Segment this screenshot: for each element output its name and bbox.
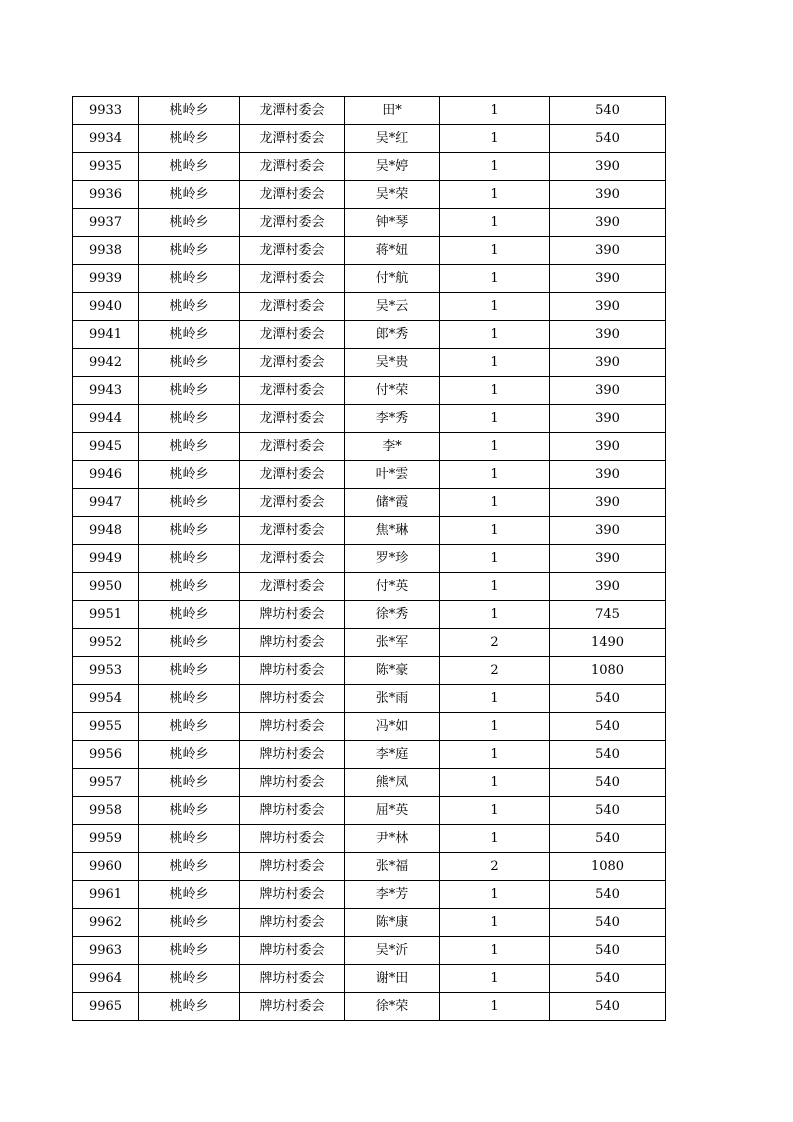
township-cell: 桃岭乡 [139,937,240,965]
row-number-cell: 9965 [73,993,139,1021]
township-cell: 桃岭乡 [139,601,240,629]
row-number-cell: 9934 [73,125,139,153]
name-cell: 陈*豪 [345,657,440,685]
name-cell: 田* [345,97,440,125]
name-cell: 付*航 [345,265,440,293]
table-row [73,377,666,405]
name-cell: 叶*雲 [345,461,440,489]
township-cell: 桃岭乡 [139,293,240,321]
row-number-cell: 9945 [73,433,139,461]
name-cell: 李*芳 [345,881,440,909]
amount-cell: 390 [550,489,666,517]
row-number-cell: 9960 [73,853,139,881]
table-row [73,209,666,237]
village-committee-cell: 龙潭村委会 [240,573,345,601]
township-cell: 桃岭乡 [139,769,240,797]
count-cell: 1 [440,573,550,601]
table-row [73,321,666,349]
township-cell: 桃岭乡 [139,545,240,573]
count-cell: 1 [440,461,550,489]
count-cell: 1 [440,265,550,293]
township-cell: 桃岭乡 [139,965,240,993]
village-committee-cell: 牌坊村委会 [240,629,345,657]
village-committee-cell: 龙潭村委会 [240,97,345,125]
township-cell: 桃岭乡 [139,853,240,881]
name-cell: 徐*荣 [345,993,440,1021]
count-cell: 1 [440,685,550,713]
table-row [73,657,666,685]
village-committee-cell: 龙潭村委会 [240,265,345,293]
row-number-cell: 9936 [73,181,139,209]
row-number-cell: 9957 [73,769,139,797]
row-number-cell: 9964 [73,965,139,993]
amount-cell: 1080 [550,657,666,685]
row-number-cell: 9933 [73,97,139,125]
village-committee-cell: 龙潭村委会 [240,209,345,237]
row-number-cell: 9942 [73,349,139,377]
village-committee-cell: 龙潭村委会 [240,461,345,489]
table-row [73,797,666,825]
name-cell: 吴*云 [345,293,440,321]
count-cell: 1 [440,125,550,153]
amount-cell: 540 [550,685,666,713]
table-row [73,741,666,769]
amount-cell: 390 [550,293,666,321]
table-row [73,713,666,741]
amount-cell: 1490 [550,629,666,657]
count-cell: 1 [440,601,550,629]
name-cell: 钟*琴 [345,209,440,237]
row-number-cell: 9935 [73,153,139,181]
name-cell: 张*雨 [345,685,440,713]
table-row [73,265,666,293]
village-committee-cell: 牌坊村委会 [240,825,345,853]
row-number-cell: 9953 [73,657,139,685]
township-cell: 桃岭乡 [139,125,240,153]
name-cell: 熊*凤 [345,769,440,797]
village-committee-cell: 龙潭村委会 [240,405,345,433]
village-committee-cell: 牌坊村委会 [240,685,345,713]
amount-cell: 390 [550,405,666,433]
row-number-cell: 9937 [73,209,139,237]
count-cell: 1 [440,741,550,769]
count-cell: 1 [440,909,550,937]
village-committee-cell: 牌坊村委会 [240,909,345,937]
count-cell: 1 [440,321,550,349]
name-cell: 吴*沂 [345,937,440,965]
amount-cell: 390 [550,433,666,461]
amount-cell: 390 [550,321,666,349]
row-number-cell: 9938 [73,237,139,265]
data-table [72,96,666,1021]
count-cell: 1 [440,545,550,573]
township-cell: 桃岭乡 [139,237,240,265]
table-row [73,965,666,993]
table-row [73,937,666,965]
name-cell: 吴*红 [345,125,440,153]
township-cell: 桃岭乡 [139,489,240,517]
village-committee-cell: 龙潭村委会 [240,517,345,545]
township-cell: 桃岭乡 [139,405,240,433]
amount-cell: 540 [550,713,666,741]
village-committee-cell: 牌坊村委会 [240,853,345,881]
amount-cell: 540 [550,769,666,797]
township-cell: 桃岭乡 [139,797,240,825]
village-committee-cell: 牌坊村委会 [240,993,345,1021]
township-cell: 桃岭乡 [139,685,240,713]
table-row [73,461,666,489]
township-cell: 桃岭乡 [139,97,240,125]
row-number-cell: 9956 [73,741,139,769]
count-cell: 1 [440,97,550,125]
table-row [73,517,666,545]
village-committee-cell: 牌坊村委会 [240,797,345,825]
count-cell: 1 [440,181,550,209]
name-cell: 郎*秀 [345,321,440,349]
village-committee-cell: 牌坊村委会 [240,601,345,629]
count-cell: 1 [440,769,550,797]
amount-cell: 390 [550,517,666,545]
count-cell: 1 [440,377,550,405]
count-cell: 1 [440,209,550,237]
table-row [73,181,666,209]
name-cell: 徐*秀 [345,601,440,629]
name-cell: 吴*贵 [345,349,440,377]
name-cell: 李*秀 [345,405,440,433]
amount-cell: 540 [550,125,666,153]
amount-cell: 540 [550,965,666,993]
name-cell: 李* [345,433,440,461]
row-number-cell: 9955 [73,713,139,741]
name-cell: 付*荣 [345,377,440,405]
village-committee-cell: 龙潭村委会 [240,125,345,153]
name-cell: 冯*如 [345,713,440,741]
township-cell: 桃岭乡 [139,881,240,909]
table-row [73,853,666,881]
row-number-cell: 9963 [73,937,139,965]
row-number-cell: 9944 [73,405,139,433]
table-row [73,433,666,461]
village-committee-cell: 龙潭村委会 [240,321,345,349]
amount-cell: 390 [550,153,666,181]
village-committee-cell: 龙潭村委会 [240,237,345,265]
township-cell: 桃岭乡 [139,349,240,377]
township-cell: 桃岭乡 [139,433,240,461]
amount-cell: 390 [550,209,666,237]
village-committee-cell: 龙潭村委会 [240,153,345,181]
amount-cell: 540 [550,881,666,909]
name-cell: 尹*林 [345,825,440,853]
amount-cell: 745 [550,601,666,629]
table-row [73,293,666,321]
village-committee-cell: 龙潭村委会 [240,433,345,461]
township-cell: 桃岭乡 [139,377,240,405]
name-cell: 谢*田 [345,965,440,993]
amount-cell: 540 [550,825,666,853]
count-cell: 1 [440,433,550,461]
row-number-cell: 9950 [73,573,139,601]
name-cell: 张*军 [345,629,440,657]
row-number-cell: 9954 [73,685,139,713]
count-cell: 2 [440,657,550,685]
amount-cell: 390 [550,461,666,489]
village-committee-cell: 龙潭村委会 [240,181,345,209]
name-cell: 屈*英 [345,797,440,825]
row-number-cell: 9947 [73,489,139,517]
name-cell: 张*福 [345,853,440,881]
township-cell: 桃岭乡 [139,209,240,237]
village-committee-cell: 牌坊村委会 [240,965,345,993]
amount-cell: 540 [550,937,666,965]
village-committee-cell: 牌坊村委会 [240,741,345,769]
village-committee-cell: 龙潭村委会 [240,377,345,405]
amount-cell: 540 [550,797,666,825]
amount-cell: 390 [550,181,666,209]
table-body [73,97,666,1021]
table-row [73,349,666,377]
township-cell: 桃岭乡 [139,517,240,545]
village-committee-cell: 牌坊村委会 [240,713,345,741]
name-cell: 陈*康 [345,909,440,937]
name-cell: 蒋*妞 [345,237,440,265]
township-cell: 桃岭乡 [139,993,240,1021]
count-cell: 1 [440,349,550,377]
count-cell: 1 [440,797,550,825]
table-row [73,601,666,629]
township-cell: 桃岭乡 [139,713,240,741]
count-cell: 2 [440,853,550,881]
township-cell: 桃岭乡 [139,825,240,853]
table-row [73,489,666,517]
table-row [73,545,666,573]
row-number-cell: 9943 [73,377,139,405]
village-committee-cell: 龙潭村委会 [240,489,345,517]
name-cell: 付*英 [345,573,440,601]
count-cell: 1 [440,293,550,321]
count-cell: 1 [440,937,550,965]
table-row [73,405,666,433]
township-cell: 桃岭乡 [139,657,240,685]
count-cell: 1 [440,965,550,993]
table-row [73,685,666,713]
name-cell: 吴*荣 [345,181,440,209]
village-committee-cell: 龙潭村委会 [240,293,345,321]
amount-cell: 540 [550,97,666,125]
township-cell: 桃岭乡 [139,321,240,349]
count-cell: 1 [440,713,550,741]
township-cell: 桃岭乡 [139,629,240,657]
table-row [73,237,666,265]
amount-cell: 390 [550,349,666,377]
amount-cell: 390 [550,265,666,293]
name-cell: 储*霞 [345,489,440,517]
row-number-cell: 9952 [73,629,139,657]
count-cell: 1 [440,881,550,909]
amount-cell: 540 [550,993,666,1021]
amount-cell: 390 [550,377,666,405]
table-row [73,993,666,1021]
table-row [73,909,666,937]
township-cell: 桃岭乡 [139,573,240,601]
village-committee-cell: 龙潭村委会 [240,545,345,573]
township-cell: 桃岭乡 [139,461,240,489]
count-cell: 1 [440,517,550,545]
row-number-cell: 9940 [73,293,139,321]
table-row [73,629,666,657]
village-committee-cell: 牌坊村委会 [240,657,345,685]
village-committee-cell: 牌坊村委会 [240,881,345,909]
count-cell: 1 [440,993,550,1021]
table-row [73,573,666,601]
row-number-cell: 9958 [73,797,139,825]
row-number-cell: 9946 [73,461,139,489]
count-cell: 2 [440,629,550,657]
row-number-cell: 9941 [73,321,139,349]
row-number-cell: 9961 [73,881,139,909]
count-cell: 1 [440,153,550,181]
amount-cell: 390 [550,545,666,573]
row-number-cell: 9948 [73,517,139,545]
village-committee-cell: 龙潭村委会 [240,349,345,377]
table-row [73,825,666,853]
amount-cell: 390 [550,237,666,265]
township-cell: 桃岭乡 [139,265,240,293]
village-committee-cell: 牌坊村委会 [240,937,345,965]
count-cell: 1 [440,825,550,853]
table-row [73,769,666,797]
township-cell: 桃岭乡 [139,153,240,181]
amount-cell: 540 [550,741,666,769]
name-cell: 罗*珍 [345,545,440,573]
village-committee-cell: 牌坊村委会 [240,769,345,797]
table-row [73,97,666,125]
amount-cell: 1080 [550,853,666,881]
name-cell: 焦*琳 [345,517,440,545]
row-number-cell: 9951 [73,601,139,629]
name-cell: 吴*婷 [345,153,440,181]
table-row [73,153,666,181]
name-cell: 李*庭 [345,741,440,769]
township-cell: 桃岭乡 [139,909,240,937]
table-row [73,125,666,153]
count-cell: 1 [440,237,550,265]
row-number-cell: 9939 [73,265,139,293]
row-number-cell: 9962 [73,909,139,937]
township-cell: 桃岭乡 [139,181,240,209]
row-number-cell: 9949 [73,545,139,573]
amount-cell: 390 [550,573,666,601]
amount-cell: 540 [550,909,666,937]
count-cell: 1 [440,489,550,517]
township-cell: 桃岭乡 [139,741,240,769]
table-row [73,881,666,909]
count-cell: 1 [440,405,550,433]
row-number-cell: 9959 [73,825,139,853]
